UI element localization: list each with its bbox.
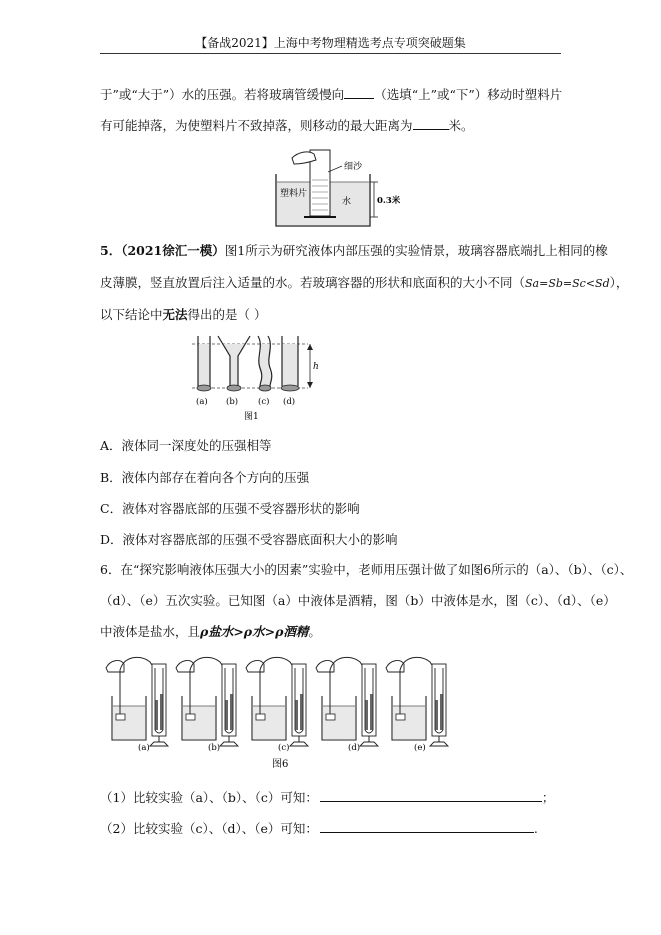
q6-setup-b	[176, 657, 238, 746]
q4-figure-tube-in-water	[270, 144, 400, 230]
q5-text-2a: 皮薄膜，竖直放置后注入适量的水。若玻璃容器的形状和底面积的大小不同（	[100, 275, 526, 290]
q6-figure-pressure-gauges	[100, 650, 450, 770]
q5-option-d[interactable]: D．液体对容器底部的压强不受容器底面积大小的影响	[100, 532, 398, 547]
q4-line-2	[100, 117, 474, 134]
q6-setup-a	[106, 657, 168, 746]
q6-sub-1-end: ；	[541, 790, 555, 805]
q5-source: （2021徐汇一模）	[121, 243, 225, 258]
q5-line-1	[100, 243, 608, 259]
q5-text-2b: ），	[609, 275, 629, 290]
q5-text-1: 图1所示为研究液体内部压强的实验情景，玻璃容器底端扎上相同的橡	[224, 243, 608, 258]
q5-label-a: (a)	[196, 397, 208, 407]
q6-label-d: (d)	[348, 743, 361, 753]
q5-text-3-bold: 无法	[162, 307, 188, 322]
q4-blank-direction[interactable]	[344, 86, 374, 99]
q5-option-b[interactable]: B．液体内部存在着向各个方向的压强	[100, 470, 310, 485]
q4-blank-distance[interactable]	[413, 117, 449, 130]
header-divider	[100, 53, 561, 54]
q5-number: 5．	[100, 243, 122, 258]
q5-label-d: (d)	[283, 397, 296, 407]
q6-line-1: 6．在“探究影响液体压强大小的因素”实验中，老师用压强计做了如图6所示的（a）、（b）、（c）、	[100, 562, 633, 577]
q6-sub-1-label: （1）比较实验（a）、（b）、（c）可知：	[100, 790, 318, 805]
q6-sub-1	[100, 789, 554, 806]
q4-label-water: 水	[342, 197, 352, 207]
q6-line-3	[100, 624, 321, 640]
q6-setup-e	[386, 657, 448, 746]
q5-option-c[interactable]: C．液体对容器底部的压强不受容器形状的影响	[100, 501, 360, 516]
q5-text-3a: 以下结论中	[100, 307, 163, 322]
q6-sub-1-answer-blank[interactable]	[320, 789, 542, 802]
q5-label-b: (b)	[226, 397, 239, 407]
q4-label-sand: 细沙	[344, 162, 363, 172]
q6-setup-c	[246, 657, 308, 746]
q5-container-b	[218, 336, 250, 391]
q5-container-c	[258, 336, 272, 391]
q5-line-2	[100, 275, 628, 292]
q4-text-2a: 有可能掉落，为使塑料片不致掉落，则移动的最大距离为	[100, 118, 413, 133]
q5-option-a[interactable]: A．液体同一深度处的压强相等	[100, 438, 272, 453]
q5-h-label: h	[313, 362, 319, 372]
q6-sub-2-answer-blank[interactable]	[320, 820, 534, 833]
q6-text-3b: 。	[308, 624, 321, 639]
q5-container-d	[281, 336, 299, 391]
q4-label-plastic: 塑料片	[280, 189, 308, 199]
q6-label-c: (c)	[278, 743, 290, 753]
q5-text-3b: 得出的是（ ）	[187, 307, 267, 322]
q6-line-2: （d）、（e）五次实验。已知图（a）中液体是酒精，图（b）中液体是水，图（c）、（d）、（e）	[100, 593, 616, 608]
q5-container-a	[197, 336, 211, 391]
q6-sub-2-end: .	[533, 821, 538, 836]
q4-sand	[311, 176, 329, 215]
q5-formula-area: Sa=Sb=Sc<Sd	[525, 277, 610, 290]
q6-formula-density: ρ盐水>ρ水>ρ酒精	[200, 624, 309, 639]
q6-text-3a: 中液体是盐水，且	[100, 624, 201, 639]
q4-text-2b: 米。	[448, 118, 474, 133]
q4-line-1	[100, 86, 562, 103]
q5-line-3	[100, 307, 267, 323]
q6-label-a: (a)	[138, 743, 150, 753]
q6-label-b: (b)	[208, 743, 221, 753]
q5-figure-containers	[186, 332, 326, 424]
q6-sub-2-label: （2）比较实验（c）、（d）、（e）可知：	[100, 821, 318, 836]
q4-text-1b: （选填“上”或“下”）移动时塑料片	[374, 87, 563, 102]
q6-label-e: (e)	[414, 743, 426, 753]
q6-figure-caption: 图6	[272, 759, 289, 770]
q4-label-depth: 0.3米	[377, 196, 400, 206]
q6-setup-d	[316, 657, 378, 746]
q4-text-1a: 于”或“大于”）水的压强。若将玻璃管缓慢向	[100, 87, 345, 102]
q5-label-c: (c)	[258, 397, 270, 407]
q5-figure-caption: 图1	[244, 412, 259, 422]
q6-sub-2	[100, 820, 538, 837]
page-header: 【备战2021】上海中考物理精选考点专项突破题集	[195, 36, 466, 50]
